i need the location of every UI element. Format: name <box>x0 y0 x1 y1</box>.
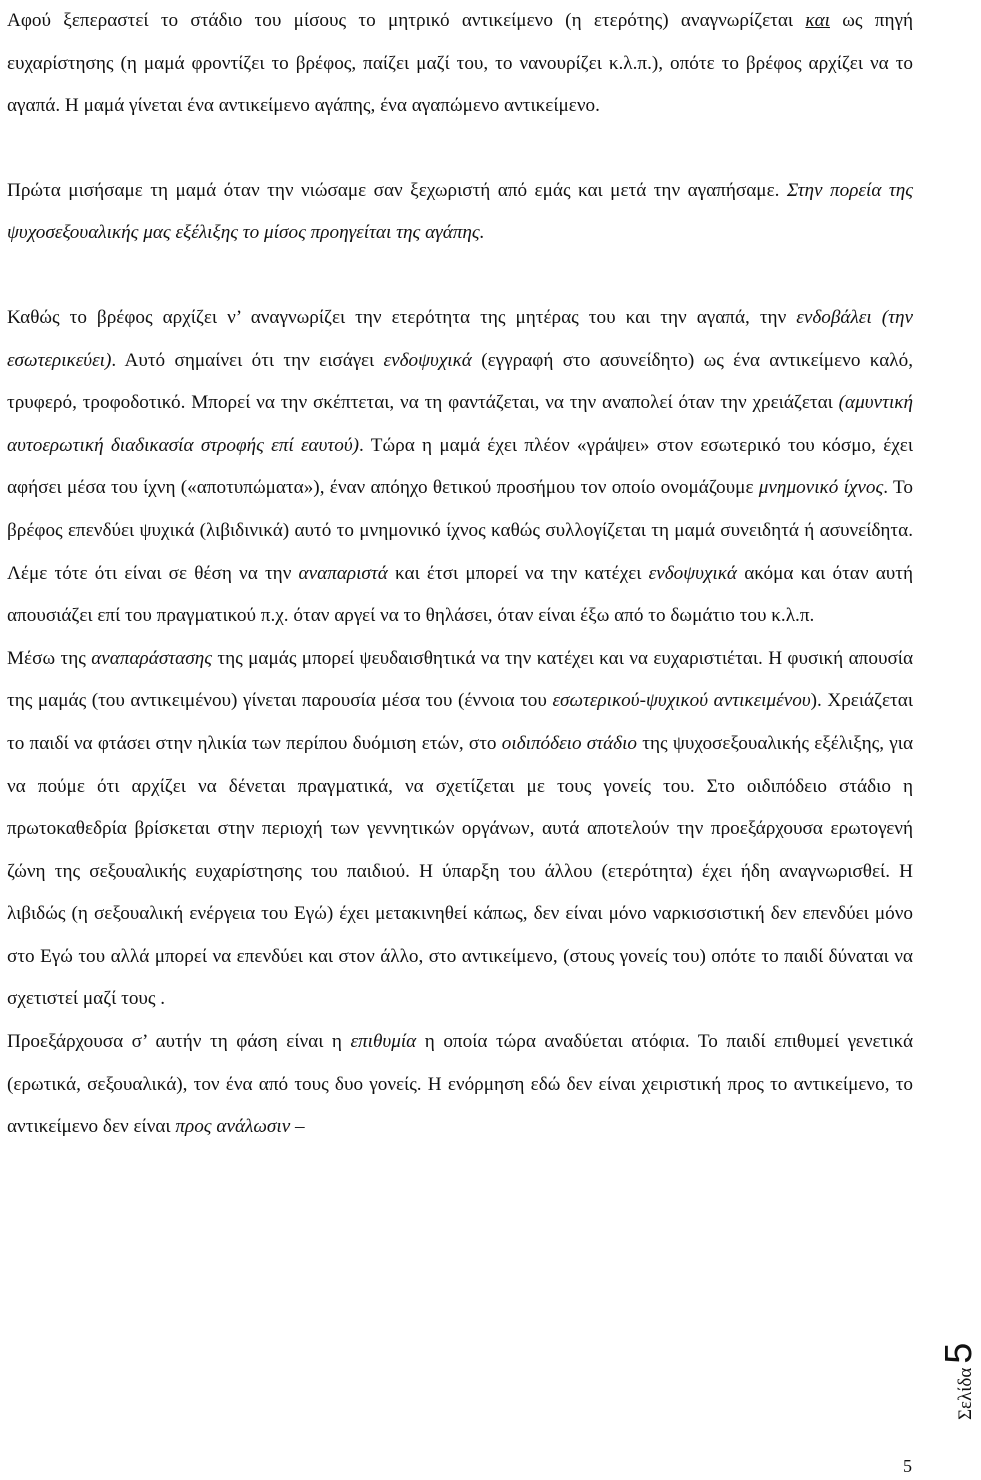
paragraph-spacer <box>7 128 913 170</box>
emphasized-text: εσωτερικού-ψυχικού αντικειμένου <box>552 690 811 712</box>
paragraph <box>7 297 913 638</box>
emphasized-text: οιδιπόδειο στάδιο <box>501 732 638 754</box>
text-run: . Τώρα η μαμά έχει πλέον «γράψει» στον εσωτερικό του κόσμο, έχει αφήσει μέσα του ίχνη («αποτυπώματα»), έναν απόηχο θετικού προσήμου τον οποίο ονομάζουμε <box>7 434 913 499</box>
paragraph <box>7 638 913 1021</box>
emphasized-text: αναπαριστά <box>298 562 388 584</box>
text-run: η οποία τώρα αναδύεται ατόφια. Το παιδί επιθυμεί γενετικά (ερωτικά, σεξουαλικά), τον ένα από τους δυο γονείς. Η ενόρμηση εδώ δεν είναι χειριστική προς το αντικείμενο, το αντικείμενο δεν είναι <box>7 1031 914 1138</box>
text-run: Καθώς το βρέφος αρχίζει ν’ αναγνωρίζει την ετερότητα της μητέρας του και την αγαπά, την <box>7 306 797 328</box>
text-run: ως πηγή ευχαρίστησης (η μαμά φροντίζει το βρέφος, παίζει μαζί του, το νανουρίζει κ.λ.π.), οπότε το βρέφος αρχίζει να το αγαπά. Η μαμά γίνεται ένα αντικείμενο αγάπης, ένα αγαπώμενο αντικείμενο. <box>7 10 913 117</box>
emphasized-text: και <box>805 10 830 31</box>
emphasized-text: μνημονικό ίχνος <box>758 477 884 499</box>
text-run: της ψυχοσεξουαλικής εξέλιξης, για να πούμε ότι αρχίζει να δένεται πραγματικά, να σχετίζεται με τους γονείς του. Στο οιδιπόδειο στάδιο η πρωτοκαθεδρία βρίσκεται στην περιοχή των γεννητικών οργάνων, αυτά αποτελούν την προεξάρχουσα ερωτογενή ζώνη της σεξουαλικής ευχαρίστησης του παιδιού. Η ύπαρξη του άλλου (ετερότητα) έχει ήδη αναγνωρισθεί. Η λιβιδώς (η σεξουαλική ενέργεια του Εγώ) έχει μετακινηθεί κάπως, δεν είναι μόνο ναρκισσιστική δεν επενδύει μόνο στο Εγώ του αλλά μπορεί να επενδύει και στον άλλο, στο αντικείμενο, (στους γονείς του) οπότε το παιδί δύναται να σχετιστεί μαζί τους . <box>7 732 913 1010</box>
text-run: της μαμάς μπορεί ψευδαισθητικά να την κατέχει και να ευχαριστιέται. Η φυσική απουσία της μαμάς (του αντικειμένου) γίνεται παρουσία μέσα του (έννοια του <box>7 647 913 712</box>
document-body <box>7 0 913 1149</box>
text-run: (εγγραφή στο ασυνείδητο) ως ένα αντικείμενο καλό, τρυφερό, τροφοδοτικό. Μπορεί να την σκέπτεται, να τη φαντάζεται, να την αναπολεί όταν την χρειάζεται <box>7 349 913 414</box>
paragraph <box>7 170 913 255</box>
paragraph-spacer <box>7 255 913 297</box>
emphasized-text: επιθυμία <box>350 1031 417 1053</box>
text-run: Αφού ξεπεραστεί το στάδιο του μίσους το μητρικό αντικείμενο (η ετερότης) αναγνωρίζεται <box>7 10 806 31</box>
paragraph <box>7 1021 913 1149</box>
emphasized-text: αναπαράστασης <box>91 647 213 669</box>
text-run: – <box>290 1116 305 1138</box>
text-run: Προεξάρχουσα σ’ αυτήν τη φάση είναι η <box>7 1031 351 1053</box>
text-run: ακόμα και όταν αυτή απουσιάζει επί του πραγματικού π.χ. όταν αργεί να το θηλάσει, όταν είναι έξω από το δωμάτιο του κ.λ.π. <box>7 562 913 627</box>
text-run: . Το βρέφος επενδύει ψυχικά (λιβιδινικά) αυτό το μνημονικό ίχνος καθώς συλλογίζεται τη μαμά συνειδητά ή ασυνείδητα. Λέμε τότε ότι είναι σε θέση να την <box>7 477 913 584</box>
emphasized-text: Στην πορεία της ψυχοσεξουαλικής μας εξέλιξης το μίσος προηγείται της αγάπης. <box>7 179 914 244</box>
page-side-label <box>938 1343 981 1420</box>
side-page-word: Σελίδα <box>955 1367 976 1420</box>
text-run: Μέσω της <box>7 647 92 669</box>
text-run: ). Χρειάζεται το παιδί να φτάσει στην ηλικία των περίπου δυόμιση ετών, στο <box>7 690 913 754</box>
emphasized-text: (αμυντική αυτοερωτική διαδικασία στροφής επί εαυτού) <box>7 392 913 456</box>
emphasized-text: προς ανάλωσιν <box>175 1116 291 1138</box>
text-run: και έτσι μπορεί να την κατέχει <box>387 562 649 584</box>
emphasized-text: ενδοβάλει (την εσωτερικεύει) <box>7 306 913 371</box>
emphasized-text: ενδοψυχικά <box>383 349 472 371</box>
emphasized-text: ενδοψυχικά <box>648 562 738 584</box>
text-run: . Αυτό σημαίνει ότι την εισάγει <box>111 349 384 371</box>
page-number-footer: 5 <box>903 1456 912 1476</box>
side-page-number: 5 <box>938 1342 980 1364</box>
paragraph <box>7 0 913 128</box>
text-run: Πρώτα μισήσαμε τη μαμά όταν την νιώσαμε σαν ξεχωριστή από εμάς και μετά την αγαπήσαμε. <box>7 179 787 201</box>
